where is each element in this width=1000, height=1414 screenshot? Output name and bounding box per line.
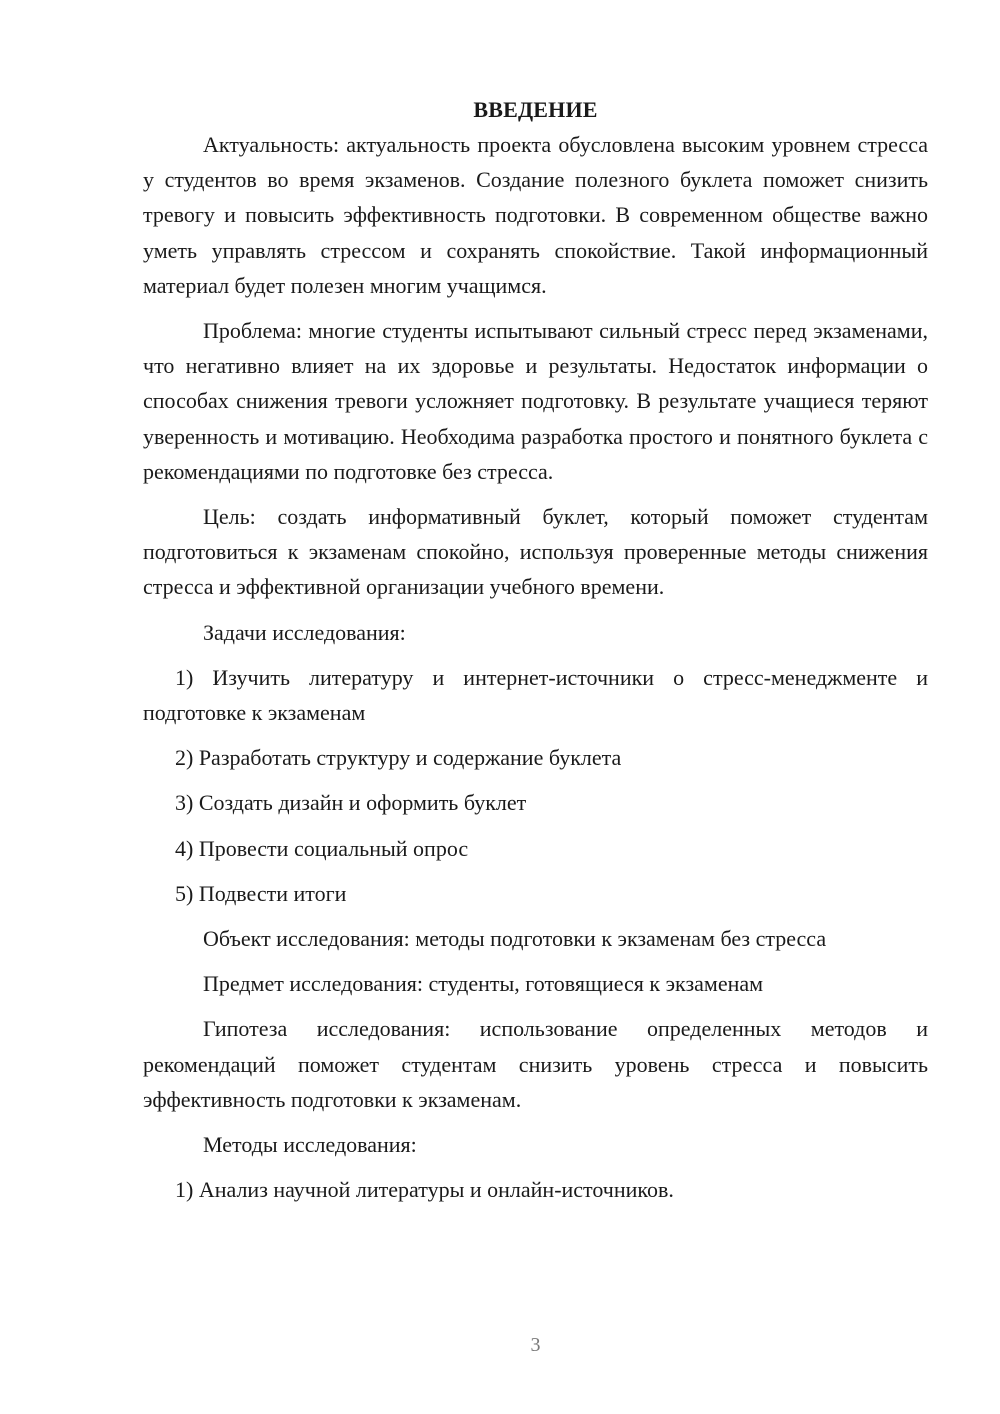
method-item-1: 1) Анализ научной литературы и онлайн-источников. [175,1177,674,1203]
document-page [143,92,928,1207]
methods-heading: Методы исследования: [203,1132,417,1158]
relevance-paragraph: Актуальность: актуальность проекта обусловлена высоким уровнем стресса у студентов во время экзаменов. Создание полезного буклета поможет снизить тревогу и повысить эффективность подготовки. В современном обществе важно уметь управлять стрессом и сохранять спокойствие. Такой информационный материал будет полезен многим учащимся. [143,132,928,298]
task-item-2: 2) Разработать структуру и содержание буклета [175,745,622,771]
subject-paragraph: Предмет исследования: студенты, готовящиеся к экзаменам [203,971,764,997]
goal-paragraph: Цель: создать информативный буклет, который поможет студентам подготовиться к экзаменам спокойно, используя проверенные методы снижения стресса и эффективной организации учебного времени. [143,504,928,600]
task-item-1: 1) Изучить литературу и интернет-источники о стресс-менеджменте и подготовке к экзаменам [143,664,928,726]
tasks-heading: Задачи исследования: [203,619,406,645]
problem-paragraph: Проблема: многие студенты испытывают сильный стресс перед экзаменами, что негативно влияет на их здоровье и результаты. Недостаток информации о способах снижения тревоги усложняет подготовку. В результате учащиеся теряют уверенность и мотивацию. Необходима разработка простого и понятного буклета с рекомендациями по подготовке без стресса. [143,318,928,484]
object-paragraph: Объект исследования: методы подготовки к экзаменам без стресса [203,926,827,952]
task-item-4: 4) Провести социальный опрос [175,835,469,861]
page-title: ВВЕДЕНИЕ [473,97,598,122]
task-item-5: 5) Подвести итоги [175,880,347,906]
hypothesis-paragraph: Гипотеза исследования: использование определенных методов и рекомендаций поможет студентам снизить уровень стресса и повысить эффективность подготовки к экзаменам. [143,1016,928,1112]
page-number: 3 [530,1334,541,1356]
task-item-3: 3) Создать дизайн и оформить буклет [175,790,527,816]
